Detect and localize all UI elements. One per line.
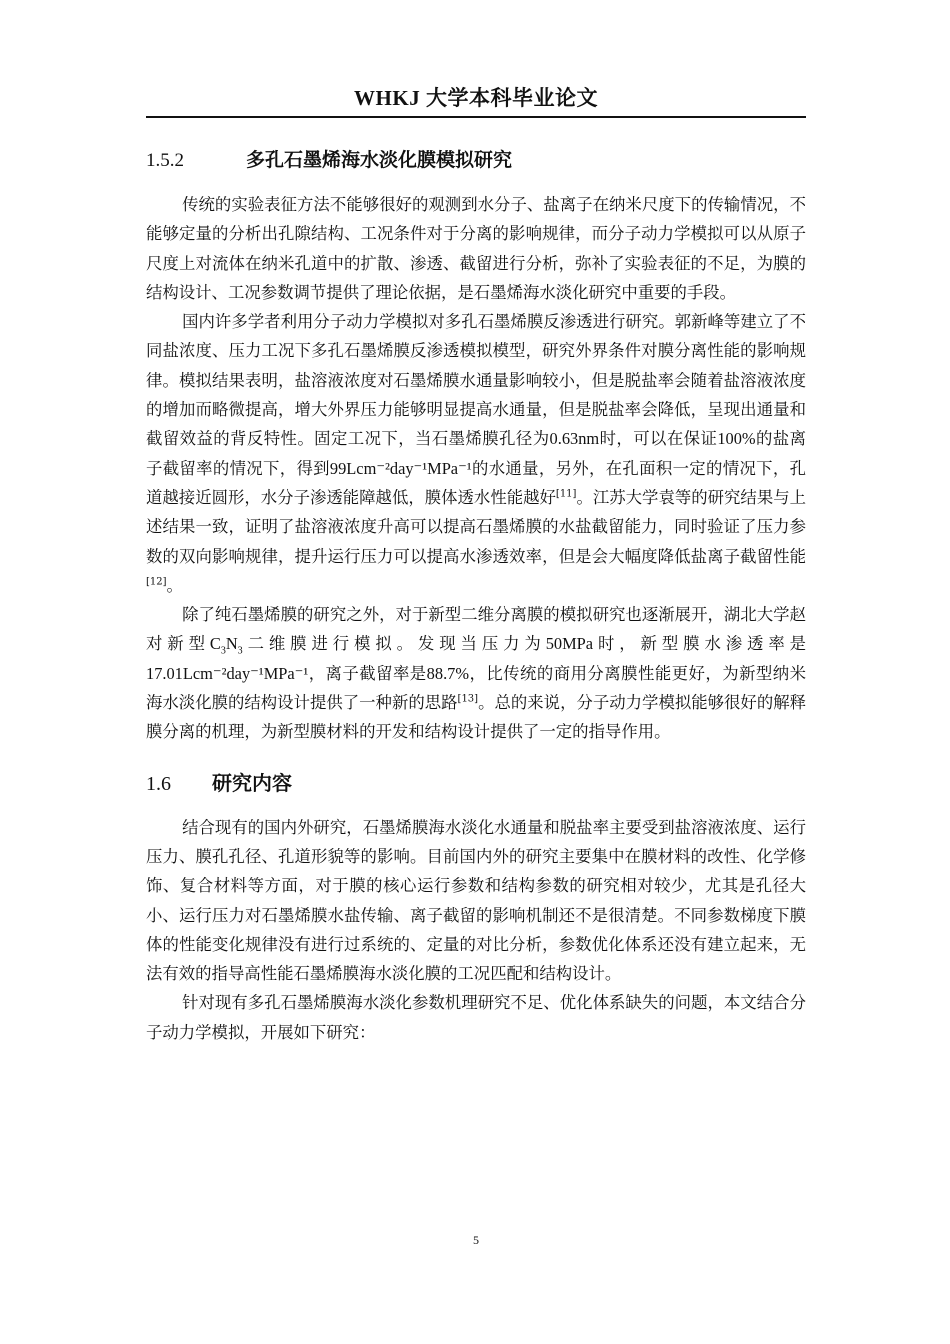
element-n: N [225, 634, 238, 654]
paragraph-5: 针对现有多孔石墨烯膜海水淡化参数机理研究不足、优化体系缺失的问题，本文结合分子动力学模拟，开展如下研究： [146, 993, 806, 1042]
section-number: 1.6 [146, 772, 171, 795]
section-number: 1.5.2 [146, 150, 184, 171]
pore-size-value: 0.63nm [549, 429, 600, 449]
text-run: 除了纯石墨烯膜的研究之外，对于新型二维分离膜的模拟研究也逐渐展开，湖北大学赵对新型 [146, 605, 806, 654]
text-run: 的盐离子截留率的情况下，得到 [146, 429, 807, 478]
page-number: 5 [473, 1233, 479, 1247]
section-title: 研究内容 [212, 770, 292, 795]
text-run: ，比传统的商用分离膜性能更好，为新型纳米海水淡化膜的结构设计提供了一种新的思路 [146, 663, 807, 713]
paragraph-3 [146, 600, 806, 746]
ion-rejection-value: 88.7% [426, 663, 470, 683]
element-c: C [209, 634, 221, 654]
permeability-value: 17.01Lcm⁻²day⁻¹MPa⁻¹ [146, 663, 309, 683]
subscript: 3 [237, 645, 243, 657]
section-heading-1-6 [146, 761, 806, 805]
text-run: 的水通量，另外，在孔面积一定的情况下，孔道越接近圆形，水分子渗透能障越低，膜体透水性能越好 [146, 458, 806, 507]
page-header: WHKJ 大学本科毕业论文 [354, 86, 598, 110]
section-heading-1-5-2 [146, 138, 806, 182]
paragraph-1: 传统的实验表征方法不能够很好的观测到水分子、盐离子在纳米尺度下的传输情况，不能够定量的分析出孔隙结构、工况条件对于分离的影响规律，而分子动力学模拟可以从原子尺度上对流体在纳米孔道中的扩散、渗透、截留进行分析，弥补了实验表征的不足，为膜的结构设计、工况参数调节提供了理论依据，是石墨烯海水淡化研究中重要的手段。 [146, 195, 806, 302]
paragraph-2 [146, 307, 806, 600]
text-run: 。江苏大学袁等的研究结果与上述结果一致，证明了盐溶液浓度升高可以提高石墨烯膜的水盐截留能力，同时验证了压力参数的双向影响规律，提升运行压力可以提高水渗透效率，但是会大幅度降低盐离子截留性能 [146, 487, 807, 566]
page-content [146, 138, 806, 1047]
text-run: 二维膜进行模拟。发现当压力为 [242, 634, 546, 654]
pressure-value: 50MPa [545, 634, 594, 654]
text-run: ，离子截留率是 [308, 663, 427, 683]
text-run: 时，可以在保证 [599, 429, 718, 449]
paragraph-4: 结合现有的国内外研究，石墨烯膜海水淡化水通量和脱盐率主要受到盐溶液浓度、运行压力、膜孔孔径、孔道形貌等的影响。目前国内外的研究主要集中在膜材料的改性、化学修饰、复合材料等方面，对于膜的核心运行参数和结构参数的研究相对较少，尤其是孔径大小、运行压力对石墨烯膜水盐传输、离子截留的影响机制还不是很清楚。不同参数梯度下膜体的性能变化规律没有进行过系统的、定量的对比分析，参数优化体系还没有建立起来，无法有效的指导高性能石墨烯膜海水淡化膜的工况匹配和结构设计。 [146, 817, 806, 984]
rejection-percent-value: 100% [717, 429, 756, 449]
water-flux-value: 99Lcm⁻²day⁻¹MPa⁻¹ [329, 458, 472, 478]
section-title: 多孔石墨烯海水淡化膜模拟研究 [246, 149, 513, 171]
chemical-formula [209, 634, 243, 657]
header-rule [146, 116, 806, 118]
citation-12[interactable]: [12] [146, 576, 167, 588]
citation-11[interactable]: [11] [555, 488, 577, 500]
citation-13[interactable]: [13] [457, 693, 479, 705]
subscript: 3 [220, 645, 226, 657]
text-run: 国内许多学者利用分子动力学模拟对多孔石墨烯膜反渗透进行研究。郭新峰等建立了不同盐浓度、压力工况下多孔石墨烯膜反渗透模拟模型，研究外界条件对膜分离性能的影响规律。模拟结果表明，盐溶液浓度对石墨烯膜水通量影响较小，但是脱盐率会随着盐溶液浓度的增加而略微提高，增大外界压力能够明显提高水通量，但是脱盐率会降低，呈现出通量和截留效益的背反特性。固定工况下，当石墨烯膜孔径为 [146, 312, 806, 449]
text-run: 。总的来说，分子动力学模拟能够很好的解释膜分离的机理，为新型膜材料的开发和结构设计提供了一定的指导作用。 [146, 693, 807, 742]
text-run: 时，新型膜水渗透率是 [593, 634, 807, 654]
text-run: 。 [166, 575, 183, 595]
